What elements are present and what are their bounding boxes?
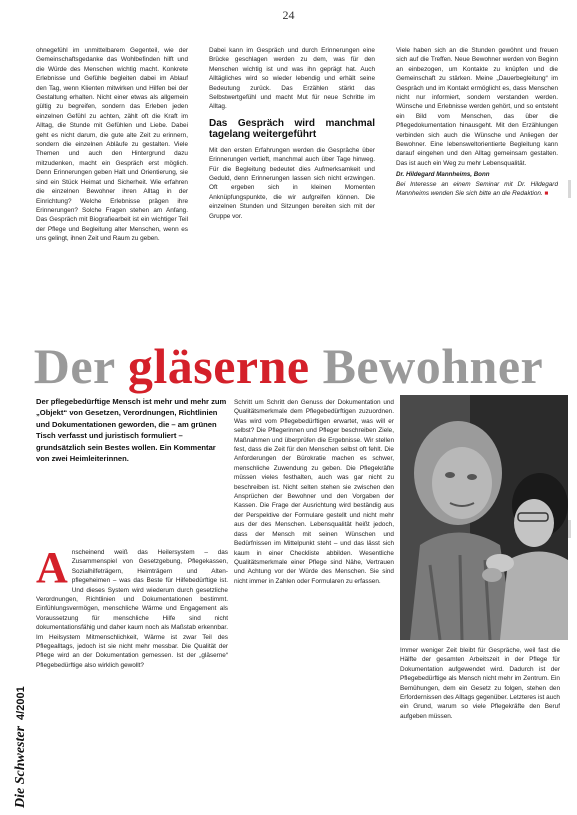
top-column-3-text: Viele haben sich an die Stunden gewöhnt und freuen sich auf die Treffen. Neue Bewohner werden von Beginn an einbezogen, um Kontakte zu knüpfen und die Gemeinschaft zu stärken. Meine „Dauerbegleitung“ im Gespräch und im Kontakt ermöglicht es, dass Menschen nicht nur informiert, sondern verstanden werden. Wünsche und Erlebnisse werden gehört, und so entsteht ein Bild vom Menschen, das über die Pflegedokumentation hinausgeht. Mit den Erzählungen verbinden sich auch die Wünsche und Anliegen der Bewohner. Eine lebensweltorientierte Begleitung kann darauf eingehen und den Alltag gemeinsam gestalten. Das ist auch ein Weg zu mehr Lebensqualität. — [396, 47, 558, 167]
article-deck: Der pflegebedürftige Mensch ist mehr und mehr zum „Objekt“ von Gesetzen, Verordnungen, Richtlinien und Dokumentationen geworden, die – am grünen Tisch verfasst und juristisch formuliert – grundsätzlich sein Bestes wollen. Ein Kommentar von zwei Heimleiterinnen. — [36, 397, 227, 464]
top-column-1 — [36, 46, 188, 316]
headline-word-1: Der — [33, 338, 115, 394]
article-column-2-text: Schritt um Schritt den Genuss der Dokumentation und Qualitätsmerkmale dem Pflegebedürftigen zuzuordnen. Was wird vom Pflegebedürftigen erwartet, was will er selbst? Die Pflegerinnen und Pfleger beschreiben Ziele, Maßnahmen und überprüfen die Ergebnisse. Wir stellen fest, dass die Zeit für den Menschen selbst oft fehlt. Die Anforderungen der Bürokratie machen es schwer, menschliche Zuwendung zu geben. Die Pflegekräfte müssen vieles festhalten, auch was gar nicht zu beschreiben ist. Nicht selten stehen sie zwischen den Ansprüchen der Bewohner und den Vorgaben der Kassen. Die Frage der Ausrichtung wird beständig aus der Perspektive der Formulare gestellt und nicht mehr aus der des Menschen. Lebensqualität heißt jedoch, dass der Mensch mit seinen Wünschen und Bedürfnissen im Mittelpunkt steht – und das lässt sich kaum in einer Checkliste abbilden. Wesentliche Qualitätsmerkmale einer Pflege sind Nähe, Vertrauen und Achtung vor der Würde des Menschen. Sie sind nicht immer in Zahlen oder Formularen zu erfassen. — [234, 399, 394, 585]
seminar-note — [396, 180, 558, 199]
headline-word-3: Bewohner — [322, 338, 544, 394]
top-column-1-text: ohnegefühl im unmittelbarem Gegenteil, wie der Gemeinschaftsgedanke das Wohlbefinden hilft und die Würde des Menschen wichtig macht. Konkrete Erlebnisse und Gefühle begleiten dabei im Ablauf den Tag, wenn Klienten mitwirken und Hilfen bei der Gestaltung erhalten. Nicht einer etwas als allgemein gültig zu begreifen, sondern das Erleben jeden einzelnen Gefühl zu achten, zählt oft die Kraft im Alltag, die Stunde mit Gefühlen und Liebe. Dabei geht es nicht darum, die gute alte Zeit zu erinnern, sondern die einzelnen Abläufe zu gestalten. Viele Themen und auch den Hintergrund dazu mitzudenken, macht ein Gespräch erst möglich. Denn Erinnerungen geben Halt und Orientierung, sie sind ein Stück Heimat und Sicherheit. Wie erfahren die einzelnen Bewohner ihren Alltag in der Einrichtung? Welche Erlebnisse prägen ihre Erinnerungen? Solche Fragen stehen am Anfang. Das Gespräch mit Biografiearbeit ist ein wichtiger Teil der Pflege und Begleitung alter Menschen, wenn es uns gelingt, ihnen Zeit und Raum zu geben. — [36, 47, 188, 243]
article-column-2 — [234, 398, 394, 810]
article-column-3 — [400, 646, 560, 810]
top-column-2 — [209, 46, 375, 316]
end-mark-icon: ■ — [544, 190, 549, 198]
top-column-2-text-bottom: Mit den ersten Erfahrungen werden die Gespräche über Erinnerungen vertieft, manchmal auch über Tage hinweg. Für die Begleitung bedeutet dies Aufmerksamkeit und Geduld, denn Erinnerungen lassen sich nicht erzwingen. Oft ergeben sich in kleinen Momenten Anknüpfungspunkte, die wir aufgreifen können. Die einzelnen Stunden und Sitzungen bereiten sich mit der Gruppe vor. — [209, 146, 375, 220]
drop-cap: A — [36, 548, 68, 592]
magazine-side-label — [4, 640, 28, 810]
seminar-note-text: Bei Interesse an einem Seminar mit Dr. Hildegard Mannheims wenden Sie sich bitte an die Redaktion. — [396, 180, 558, 198]
scan-mark — [568, 180, 571, 198]
article-headline — [0, 339, 577, 393]
page-number: 24 — [282, 8, 295, 22]
article-column-3-text: Immer weniger Zeit bleibt für Gespräche, weil fast die Hälfte der gesamten Arbeitszeit in der Pflege für Dokumentation aufgewendet wird. Dadurch ist der Pflegebedürftige als Mensch nicht mehr im Zentrum. Ein Bemühungen, dem ein Gesetz zu folgen, stehen den Erfordernissen des Alltags gegenüber. Letzteres ist auch ein Grund, warum so viele Pflegekräfte den Beruf aufgeben müssen. — [400, 647, 560, 720]
side-label-rotated — [10, 638, 32, 808]
article-photo — [400, 395, 568, 640]
subheading: Das Gespräch wird manchmal tagelang weitergeführt — [209, 117, 375, 140]
magazine-name: Die Schwester — [13, 725, 28, 808]
magazine-issue: 4/2001 — [15, 686, 27, 720]
author-signature: Dr. Hildegard Mannheims, Bonn — [396, 171, 490, 179]
scan-mark — [568, 520, 571, 538]
headline-word-2: gläserne — [127, 338, 310, 394]
article-column-1-text: nscheinend weiß das Heilersystem – das Zusammenspiel von Gesetzgebung, Pflegekassen, Sozialhilfeträgern, Heimträgern und Alten-pflegeheimen – was das Beste für Hilfebedürftige ist. Und dieses System wird wiederum durch gesetzliche Verordnungen, Richtlinien und Dokumentationen bestimmt. Einfühlungsvermögen, menschliche Wärme und Engagement als Voraussetzung für menschliche Hilfe sind nicht dokumentationsfähig und daher kaum noch als Maßstab erkennbar. Im Heilsystem Mitmenschlichkeit, Wärme ist zwar Teil des Pflegealltags, jedoch ist sie nicht mehr messbar. Die Qualität der Pflege wird an der Dokumentation gemessen. Ist der „gläserne“ Pflegebedürftige also wirklich gewollt? — [36, 549, 228, 669]
top-column-2-text-top: Dabei kann im Gespräch und durch Erinnerungen eine Brücke geschlagen werden zu dem, was für den Menschen wichtig ist und was ihn geprägt hat. Auch Alltägliches wird so wieder lebendig und erhält seine Bedeutung zurück. Das Erzählen stärkt das Selbstwertgefühl und macht Mut für neue Schritte im Alltag. — [209, 47, 375, 111]
photo-illustration — [400, 395, 568, 640]
top-column-3 — [396, 46, 558, 336]
article-column-1 — [36, 548, 228, 810]
